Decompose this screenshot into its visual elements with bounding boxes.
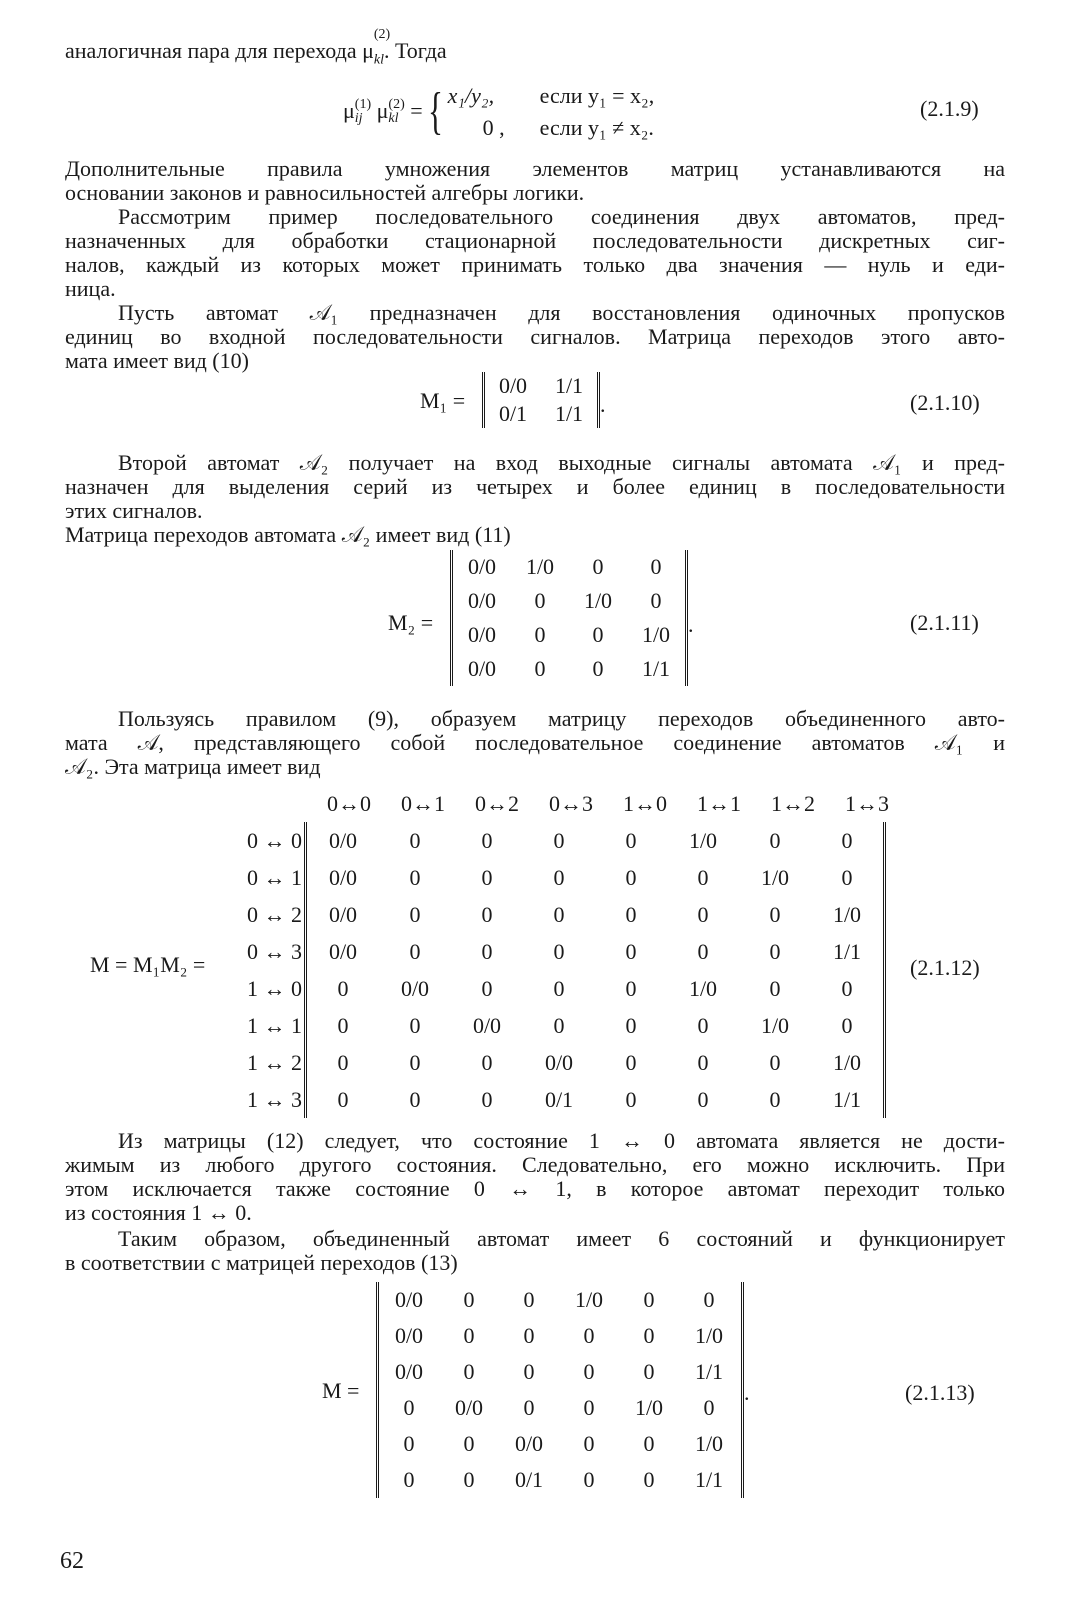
matrix-cell: 1/0 <box>641 622 671 647</box>
matrix-cell: 0 <box>625 1012 637 1038</box>
equation-number: (2.1.13) <box>905 1380 975 1405</box>
equation-lhs: M = M₁M₂ = <box>90 952 206 977</box>
matrix-cell: 0 <box>481 1049 493 1075</box>
matrix-row <box>379 1354 739 1390</box>
matrix-cell: 1/1 <box>832 1086 862 1112</box>
matrix-cell: 0/0 <box>400 975 430 1001</box>
matrix-row <box>379 1282 739 1318</box>
matrix-cell: 0 <box>769 938 781 964</box>
matrix-cell: 0 <box>625 1086 637 1112</box>
row-label: 1 ↔ 1 <box>247 1013 302 1038</box>
matrix-cell: 0 <box>463 1323 475 1348</box>
matrix-cell: 0 <box>553 975 565 1001</box>
row-label: 1 ↔ 3 <box>247 1087 302 1112</box>
column-header: 0↔3 <box>549 791 593 816</box>
matrix-cell: 0 <box>409 901 421 927</box>
matrix-cell: 0 <box>625 901 637 927</box>
text-line: Пользуясь правилом (9), образуем матрицу переходов объединенного авто- <box>118 706 1005 731</box>
matrix-cell: 1/0 <box>688 827 718 853</box>
matrix-cell: 0 <box>463 1287 475 1312</box>
mu-symbol: μ <box>343 97 355 123</box>
matrix-cell: 0/0 <box>394 1359 424 1384</box>
matrix-cell: 0 <box>583 1395 595 1420</box>
matrix-m-reduced-table <box>379 1282 739 1498</box>
matrix-cell: 0 <box>409 827 421 853</box>
matrix-cell: 0 <box>534 588 546 613</box>
page-number: 62 <box>60 1548 84 1574</box>
equation-period: . <box>688 612 694 637</box>
matrix-cell: 1/0 <box>694 1323 724 1348</box>
matrix-cell: 0/0 <box>467 554 497 579</box>
matrix-cell: 1/1 <box>554 373 584 398</box>
matrix-m-column-headers <box>312 786 904 822</box>
subscript: kl <box>388 111 399 127</box>
superscript: (2) <box>388 97 405 113</box>
matrix-m-reduced <box>376 1282 744 1498</box>
matrix-cell: 1/0 <box>760 1012 790 1038</box>
matrix-cell: 0 <box>650 588 662 613</box>
matrix-cell: 0 <box>409 938 421 964</box>
matrix-cell: 1/0 <box>760 864 790 890</box>
text-line: основании законов и равносильностей алгебры логики. <box>65 180 585 205</box>
matrix-cell: 0 <box>403 1467 415 1492</box>
text-line: в соответствии с матрицей переходов (13) <box>65 1250 458 1275</box>
matrix-cell: 0 <box>523 1395 535 1420</box>
matrix-cell: 0/0 <box>498 373 528 398</box>
matrix-cell: 1/0 <box>525 554 555 579</box>
matrix-cell: 0 <box>643 1323 655 1348</box>
matrix-cell: 0/0 <box>454 1395 484 1420</box>
matrix-cell: 0 <box>523 1287 535 1312</box>
matrix-cell: 0 <box>592 656 604 681</box>
matrix-cell: 0/0 <box>394 1287 424 1312</box>
matrix-row <box>307 1007 883 1044</box>
matrix-row <box>307 1081 883 1118</box>
matrix-cell: 0 <box>481 975 493 1001</box>
matrix-row <box>379 1390 739 1426</box>
matrix-cell: 0 <box>769 827 781 853</box>
matrix-cell: 0 <box>643 1467 655 1492</box>
equation-lhs: M₁ = <box>420 388 466 413</box>
column-header: 1↔3 <box>845 791 889 816</box>
matrix-row <box>307 859 883 896</box>
matrix-m <box>304 822 886 1118</box>
text-line: Дополнительные правила умножения элементов матриц устанавливаются на <box>65 156 1005 181</box>
matrix-cell: 0 <box>553 1012 565 1038</box>
matrix-m2 <box>450 550 688 686</box>
text-line: Второй автомат 𝒜₂ получает на вход выходные сигналы автомата 𝒜₁ и пред- <box>118 450 1005 475</box>
equation-number: (2.1.9) <box>920 96 979 121</box>
equation-lhs: M = <box>322 1378 360 1403</box>
column-header: 1↔1 <box>697 791 741 816</box>
equation-2-1-9: μ (1) ij μ (2) kl ={ x₁/y₂, если y₁ = x₂, 0 , если y₁ ≠ x₂. <box>343 80 654 144</box>
text-line: этих сигналов. <box>65 498 203 523</box>
matrix-cell: 0 <box>337 1049 349 1075</box>
matrix-cell: 0 <box>553 901 565 927</box>
matrix-cell: 0 <box>592 554 604 579</box>
matrix-cell: 0 <box>769 1086 781 1112</box>
matrix-row <box>307 1044 883 1081</box>
matrix-cell: 1/0 <box>583 588 613 613</box>
matrix-cell: 0 <box>697 864 709 890</box>
text-line: мата 𝒜, представляющего собой последовательное соединение автоматов 𝒜₁ и <box>65 730 1005 755</box>
matrix-cell: 0 <box>553 864 565 890</box>
subscript: ij <box>354 111 363 127</box>
matrix-cell: 0 <box>337 1012 349 1038</box>
matrix-row <box>307 970 883 1007</box>
equation-period: . <box>744 1380 750 1405</box>
text-line: назначен для выделения серий из четырех и более единиц в последовательности <box>65 474 1005 499</box>
matrix-cell: 0/0 <box>328 864 358 890</box>
matrix-cell: 0 <box>841 864 853 890</box>
matrix-cell: 0 <box>481 827 493 853</box>
text-line: налов, каждый из которых может принимать только два значения — нуль и еди- <box>65 252 1005 277</box>
equation-lhs: M₂ = <box>388 610 434 635</box>
matrix-cell: 0 <box>697 1086 709 1112</box>
subscript: kl <box>373 52 384 68</box>
matrix-cell: 0 <box>625 1049 637 1075</box>
matrix-cell: 0/1 <box>498 401 528 426</box>
matrix-cell: 0 <box>523 1323 535 1348</box>
matrix-cell: 0/0 <box>544 1049 574 1075</box>
row-label: 0 ↔ 2 <box>247 902 302 927</box>
column-header: 0↔1 <box>401 791 445 816</box>
matrix-m-table <box>307 822 883 1118</box>
matrix-cell: 0 <box>409 1012 421 1038</box>
matrix-row <box>307 822 883 859</box>
matrix-cell: 0 <box>553 827 565 853</box>
matrix-cell: 0/0 <box>328 827 358 853</box>
text-line: Из матрицы (12) следует, что состояние 1 ↔ 0 автомата является не дости- <box>118 1128 1005 1153</box>
matrix-cell: 0/0 <box>328 901 358 927</box>
case-value: x₁/y₂, <box>447 83 495 108</box>
matrix-cell: 1/0 <box>694 1431 724 1456</box>
matrix-cell: 0/0 <box>467 588 497 613</box>
matrix-cell: 0 <box>703 1287 715 1312</box>
matrix-cell: 1/1 <box>554 401 584 426</box>
text-line: 𝒜₂. Эта матрица имеет вид <box>65 754 321 779</box>
matrix-m2-table <box>453 550 685 686</box>
equation-number: (2.1.11) <box>910 610 979 635</box>
matrix-cell: 0 <box>481 1086 493 1112</box>
matrix-cell: 0 <box>409 864 421 890</box>
case-condition: если y₁ = x₂, <box>539 83 655 108</box>
matrix-cell: 0 <box>625 827 637 853</box>
text-line: ница. <box>65 276 116 301</box>
matrix-cell: 0/1 <box>544 1086 574 1112</box>
matrix-cell: 0 <box>643 1287 655 1312</box>
matrix-cell: 0 <box>769 975 781 1001</box>
text-line: Таким образом, объединенный автомат имеет 6 состояний и функционирует <box>118 1226 1005 1251</box>
matrix-cell: 0 <box>403 1395 415 1420</box>
column-header: 0↔2 <box>475 791 519 816</box>
matrix-cell: 1/1 <box>641 656 671 681</box>
matrix-cell: 0 <box>769 1049 781 1075</box>
matrix-cell: 0 <box>841 975 853 1001</box>
matrix-cell: 0 <box>583 1467 595 1492</box>
matrix-cell: 0 <box>703 1395 715 1420</box>
matrix-cell: 0/0 <box>328 938 358 964</box>
text-line: Рассмотрим пример последовательного соединения двух автоматов, пред- <box>118 204 1005 229</box>
matrix-cell: 0 <box>463 1431 475 1456</box>
left-brace: { <box>427 83 443 140</box>
case-condition: если y₁ ≠ x₂. <box>539 115 654 140</box>
matrix-cell: 0 <box>592 622 604 647</box>
matrix-cell: 0 <box>337 1086 349 1112</box>
text-line: Матрица переходов автомата 𝒜₂ имеет вид (11) <box>65 522 511 547</box>
matrix-cell: 0 <box>481 864 493 890</box>
matrix-row <box>379 1318 739 1354</box>
matrix-cell: 0 <box>643 1359 655 1384</box>
matrix-cell: 0 <box>463 1359 475 1384</box>
matrix-cell: 0 <box>650 554 662 579</box>
matrix-cell: 0 <box>841 1012 853 1038</box>
text-line: единиц во входной последовательности сигналов. Матрица переходов этого авто- <box>65 324 1005 349</box>
row-label: 0 ↔ 3 <box>247 939 302 964</box>
matrix-cell: 0 <box>625 864 637 890</box>
matrix-cell: 1/0 <box>832 1049 862 1075</box>
superscript: (1) <box>354 97 372 113</box>
matrix-cell: 0/0 <box>467 622 497 647</box>
matrix-cell: 0 <box>841 827 853 853</box>
matrix-cell: 0 <box>697 938 709 964</box>
matrix-cell: 1/0 <box>574 1287 604 1312</box>
mu-symbol: μ <box>376 97 389 123</box>
matrix-cell: 0/0 <box>394 1323 424 1348</box>
column-header: 1↔2 <box>771 791 815 816</box>
matrix-cell: 0 <box>553 938 565 964</box>
matrix-m1 <box>482 372 600 428</box>
matrix-cell: 1/0 <box>634 1395 664 1420</box>
equation-number: (2.1.12) <box>910 955 980 980</box>
matrix-cell: 0 <box>534 656 546 681</box>
matrix-cell: 0/0 <box>467 656 497 681</box>
matrix-cell: 0 <box>337 975 349 1001</box>
matrix-cell: 0 <box>409 1049 421 1075</box>
column-header: 1↔0 <box>623 791 667 816</box>
equation-number: (2.1.10) <box>910 390 980 415</box>
matrix-row <box>307 933 883 970</box>
matrix-cell: 0 <box>625 975 637 1001</box>
text-line: мата имеет вид (10) <box>65 348 249 373</box>
row-label: 1 ↔ 2 <box>247 1050 302 1075</box>
matrix-cell: 0 <box>409 1086 421 1112</box>
matrix-cell: 0 <box>403 1431 415 1456</box>
text-line: назначенных для обработки стационарной последовательности дискретных сиг- <box>65 228 1005 253</box>
matrix-cell: 0 <box>625 938 637 964</box>
text-line: жимым из любого другого состояния. Следовательно, его можно исключить. При <box>65 1152 1005 1177</box>
matrix-cell: 0 <box>481 901 493 927</box>
matrix-row <box>379 1426 739 1462</box>
matrix-row <box>307 896 883 933</box>
matrix-cell: 1/0 <box>832 901 862 927</box>
matrix-cell: 0 <box>583 1359 595 1384</box>
matrix-cell: 0 <box>481 938 493 964</box>
row-label: 0 ↔ 0 <box>247 828 302 853</box>
matrix-m1-table <box>485 372 597 428</box>
matrix-cell: 0 <box>697 1012 709 1038</box>
text-span: . Тогда <box>384 38 447 63</box>
matrix-cell: 0 <box>769 901 781 927</box>
matrix-cell: 0/0 <box>472 1012 502 1038</box>
matrix-row <box>379 1462 739 1498</box>
matrix-cell: 0 <box>523 1359 535 1384</box>
matrix-cell: 1/1 <box>832 938 862 964</box>
equation-period: . <box>600 392 606 417</box>
text-line: из состояния 1 ↔ 0. <box>65 1200 252 1225</box>
superscript: (2) <box>373 27 391 42</box>
text-line: этом исключается также состояние 0 ↔ 1, в которое автомат переходит только <box>65 1176 1005 1201</box>
matrix-cell: 1/1 <box>694 1359 724 1384</box>
matrix-cell: 1/1 <box>694 1467 724 1492</box>
text-line <box>65 27 1005 73</box>
text-span: аналогичная пара для перехода μ <box>65 38 374 63</box>
matrix-cell: 0 <box>583 1323 595 1348</box>
text-line: Пусть автомат 𝒜₁ предназначен для восстановления одиночных пропусков <box>118 300 1005 325</box>
case-value: 0 , <box>482 115 505 140</box>
row-label: 0 ↔ 1 <box>247 865 302 890</box>
matrix-cell: 0 <box>583 1431 595 1456</box>
row-label: 1 ↔ 0 <box>247 976 302 1001</box>
matrix-cell: 0/1 <box>514 1467 544 1492</box>
matrix-cell: 0 <box>534 622 546 647</box>
matrix-cell: 0 <box>697 901 709 927</box>
matrix-m-row-labels <box>236 822 302 1118</box>
matrix-cell: 0 <box>697 1049 709 1075</box>
matrix-cell: 1/0 <box>688 975 718 1001</box>
column-header: 0↔0 <box>327 791 371 816</box>
matrix-cell: 0 <box>643 1431 655 1456</box>
matrix-cell: 0 <box>463 1467 475 1492</box>
matrix-cell: 0/0 <box>514 1431 544 1456</box>
